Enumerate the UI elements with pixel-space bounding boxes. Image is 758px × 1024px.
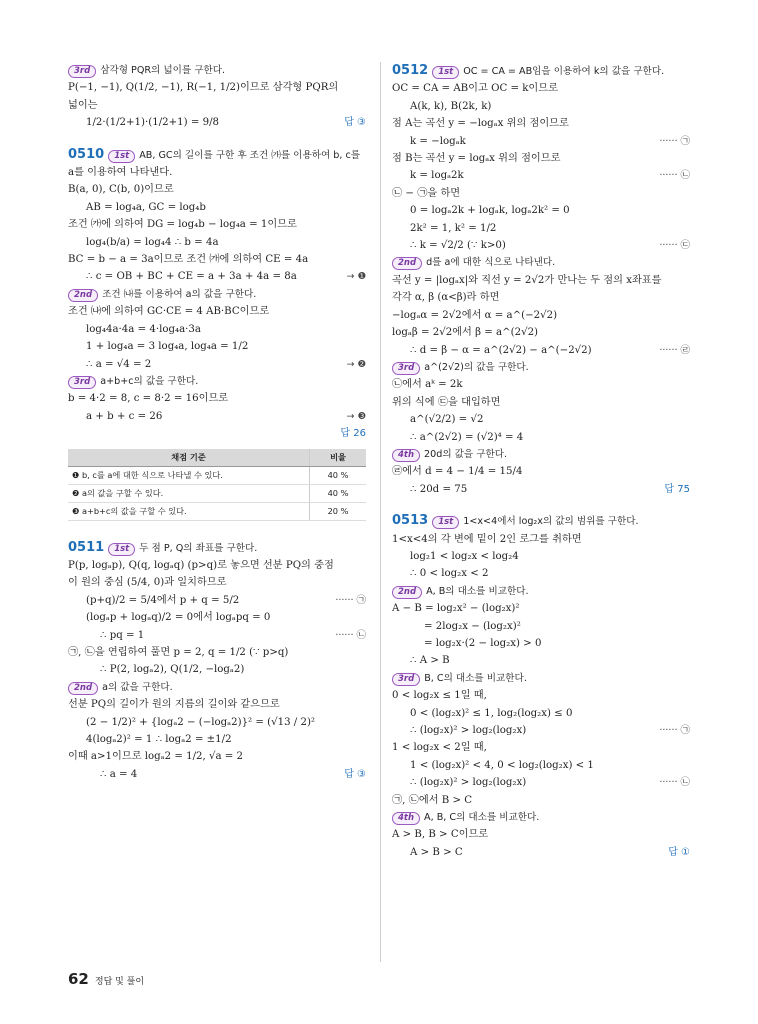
solution-text: k = −logₐk <box>410 135 466 147</box>
solution-text: ㉠, ㉡을 연립하여 풀면 p = 2, q = 1/2 (∵ p>q) <box>68 646 289 658</box>
answer-line <box>68 425 366 442</box>
step-badge: 2nd <box>392 586 422 599</box>
step-description: OC = CA = AB임을 이용하여 k의 값을 구한다. <box>463 66 665 77</box>
step-description: a^(2√2)의 값을 구한다. <box>424 361 529 373</box>
step-description: A, B, C의 대소를 비교한다. <box>424 812 540 824</box>
solution-line <box>68 408 366 425</box>
equation-marker: → ❶ <box>346 271 366 283</box>
solution-text: 1 < log₂x < 2일 때, <box>392 742 487 754</box>
solution-line <box>68 390 366 407</box>
equation-marker: ······ ㉣ <box>659 344 690 356</box>
solution-text: 조건 ㈏에 의하여 GC·CE = 4 AB·BC이므로 <box>68 306 270 318</box>
solution-line <box>68 268 366 285</box>
solution-text: log₄4a·4a = 4·log₄a·3a <box>86 323 201 335</box>
solution-line <box>392 376 690 393</box>
answer-label: 답 ① <box>668 846 690 858</box>
step-heading <box>68 146 366 164</box>
solution-text: ∴ k = √2/2 (∵ k>0) <box>410 240 506 252</box>
solution-line <box>68 303 366 320</box>
criteria-text: ❸ a+b+c의 값을 구할 수 있다. <box>68 502 310 520</box>
equation-marker: ······ ㉡ <box>659 170 690 182</box>
step-heading <box>392 809 690 826</box>
equation-marker: ······ ㉡ <box>659 777 690 789</box>
criteria-text: ❷ a의 값을 구할 수 있다. <box>68 484 310 502</box>
criteria-row <box>68 484 366 502</box>
solution-line <box>392 80 690 97</box>
solution-text: 조건 ㈎에 의하여 DG = log₄b − log₄a = 1이므로 <box>68 219 297 231</box>
right-column <box>392 62 690 861</box>
solution-text: 1 < (log₂x)² < 4, 0 < log₂(log₂x) < 1 <box>410 759 594 771</box>
column-divider <box>380 62 381 962</box>
solution-text: a + b + c = 26 <box>86 410 163 422</box>
step-description: 두 점 P, Q의 좌표를 구한다. <box>139 542 258 554</box>
solution-line <box>392 307 690 324</box>
solution-line <box>392 844 690 861</box>
solution-text: A − B = log₂x² − (log₂x)² <box>392 603 520 615</box>
step-badge: 3rd <box>392 673 420 686</box>
solution-text: A(k, k), B(2k, k) <box>410 100 492 112</box>
solution-line <box>392 167 690 184</box>
solution-text: P(−1, −1), Q(1/2, −1), R(−1, 1/2)이므로 삼각형 PQR의 <box>68 82 339 94</box>
solution-text: ∴ A > B <box>410 655 450 667</box>
step-description: a의 값을 구한다. <box>102 681 173 693</box>
equation-marker: → ❷ <box>346 358 366 370</box>
step-heading <box>68 62 366 79</box>
step-description: B, C의 대소를 비교한다. <box>424 672 527 684</box>
solution-text: log₄(b/a) = log₄4 ∴ b = 4a <box>86 236 219 248</box>
step-badge: 4th <box>392 812 420 825</box>
solution-text: AB = log₄a, GC = log₄b <box>86 201 206 213</box>
solution-text: ∴ (log₂x)² > log₂(log₂x) <box>410 725 527 737</box>
solution-line <box>392 324 690 341</box>
solution-text: ㉠, ㉡에서 B > C <box>392 794 473 806</box>
solution-text: ∴ pq = 1 <box>100 629 145 641</box>
solution-line <box>392 289 690 306</box>
step-badge: 1st <box>108 150 135 163</box>
criteria-ratio: 20 % <box>310 502 367 520</box>
solution-line <box>68 199 366 216</box>
solution-line <box>68 766 366 783</box>
step-heading <box>68 286 366 303</box>
answer-label: 답 ③ <box>344 117 366 129</box>
step-badge: 2nd <box>68 682 98 695</box>
solution-text: 점 A는 곡선 y = −logₐx 위의 점이므로 <box>392 118 569 130</box>
step-heading <box>392 62 690 80</box>
solution-line <box>392 98 690 115</box>
solution-line <box>68 748 366 765</box>
step-heading <box>68 373 366 390</box>
solution-line <box>68 592 366 609</box>
step-badge: 1st <box>432 516 459 529</box>
page-number: 62 <box>68 970 89 988</box>
step-badge: 3rd <box>68 65 96 78</box>
solution-line <box>392 220 690 237</box>
solution-line <box>392 687 690 704</box>
solution-text: 4(logₐ2)² = 1 ∴ logₐ2 = ±1/2 <box>86 734 232 745</box>
solution-line <box>392 792 690 809</box>
solution-line <box>68 696 366 713</box>
solution-text: 1/2·(1/2+1)·(1/2+1) = 9/8 <box>86 117 220 129</box>
solution-text: ∴ a = 4 <box>100 768 138 780</box>
solution-line <box>68 234 366 251</box>
solution-text: a를 이용하여 나타낸다. <box>68 167 173 179</box>
equation-marker: ······ ㉢ <box>659 240 690 252</box>
section-gap <box>68 132 366 146</box>
solution-line <box>68 557 366 574</box>
solution-line <box>68 79 366 96</box>
solution-text: ㉡ − ㉠을 하면 <box>392 187 461 199</box>
solution-text: 1 + log₄a = 3 log₄a, log₄a = 1/2 <box>86 341 249 353</box>
step-heading <box>392 359 690 376</box>
equation-marker: → ❸ <box>346 410 366 422</box>
solution-text: 이때 a>1이므로 logₐ2 = 1/2, √a = 2 <box>68 751 244 763</box>
step-badge: 2nd <box>68 289 98 302</box>
solution-line <box>392 548 690 565</box>
solution-text: BC = b − a = 3a이므로 조건 ㈎에 의하여 CE = 4a <box>68 254 309 266</box>
answer-label: 답 75 <box>664 483 690 495</box>
solution-line <box>68 114 366 131</box>
step-heading <box>392 254 690 271</box>
criteria-ratio: 40 % <box>310 484 367 502</box>
solution-line <box>68 661 366 678</box>
solution-text: A > B > C <box>410 846 463 858</box>
ratio-header: 비율 <box>310 449 367 467</box>
solution-line <box>392 600 690 617</box>
problem-number: 0511 <box>68 539 105 555</box>
solution-line <box>392 826 690 843</box>
solution-text: log₂1 < log₂x < log₂4 <box>410 550 519 562</box>
solution-text: (2 − 1/2)² + {logₐ2 − (−logₐ2)}² = (√13 / 2)² <box>86 716 316 728</box>
step-description: 1<x<4에서 log₂x의 값의 범위를 구한다. <box>463 516 639 528</box>
step-badge: 3rd <box>392 362 420 375</box>
solution-line <box>392 115 690 132</box>
solution-line <box>68 731 366 748</box>
solution-line <box>392 429 690 446</box>
solution-text: ∴ a = √4 = 2 <box>86 358 152 370</box>
solution-text: ∴ d = β − α = a^(2√2) − a^(−2√2) <box>410 344 592 356</box>
equation-marker: ······ ㉠ <box>335 594 366 606</box>
solution-line <box>68 181 366 198</box>
solution-line <box>392 531 690 548</box>
step-description: d를 a에 대한 식으로 나타낸다. <box>426 257 556 269</box>
solution-text: 점 B는 곡선 y = logₐx 위의 점이므로 <box>392 153 561 165</box>
solution-line <box>392 185 690 202</box>
solution-text: B(a, 0), C(b, 0)이므로 <box>68 184 174 196</box>
solution-line <box>392 202 690 219</box>
equation-marker: ······ ㉠ <box>659 725 690 737</box>
footer-label: 정답 및 풀이 <box>94 977 145 987</box>
equation-marker: ······ ㉠ <box>659 135 690 147</box>
solution-line <box>392 133 690 150</box>
solution-text: 각각 α, β (α<β)라 하면 <box>392 292 500 304</box>
step-badge: 1st <box>108 543 135 556</box>
solution-text: ∴ a^(2√2) = (√2)⁴ = 4 <box>410 431 524 443</box>
solution-line <box>392 237 690 254</box>
solution-text: ∴ (log₂x)² > log₂(log₂x) <box>410 777 527 789</box>
solution-text: 0 < log₂x ≤ 1일 때, <box>392 690 487 702</box>
solution-text: (logₐp + logₐq)/2 = 0에서 logₐpq = 0 <box>86 612 271 624</box>
solution-line <box>392 774 690 791</box>
solution-text: ∴ P(2, logₐ2), Q(1/2, −logₐ2) <box>100 664 245 676</box>
solution-text: 2k² = 1, k² = 1/2 <box>410 222 497 234</box>
step-heading <box>68 679 366 696</box>
solution-text: = log₂x·(2 − log₂x) > 0 <box>424 638 542 649</box>
solution-text: A > B, B > C이므로 <box>392 829 489 841</box>
solution-line <box>392 618 690 635</box>
solution-text: −logₐα = 2√2에서 α = a^(−2√2) <box>392 309 558 321</box>
solution-text: 선분 PQ의 길이가 원의 지름의 길이와 같으므로 <box>68 699 280 711</box>
solution-text: a^(√2/2) = √2 <box>410 414 484 426</box>
solution-text: ∴ c = OB + BC + CE = a + 3a + 4a = 8a <box>86 271 297 283</box>
solution-text: 0 = logₐ2k + logₐk, logₐ2k² = 0 <box>410 205 570 217</box>
solution-text: P(p, logₐp), Q(q, logₐq) (p>q)로 놓으면 선분 PQ의 중점 <box>68 559 334 571</box>
solution-text: b = 4·2 = 8, c = 8·2 = 16이므로 <box>68 393 229 405</box>
solution-line <box>68 574 366 591</box>
solution-line <box>392 565 690 582</box>
solution-text: 곡선 y = |logₐx|와 직선 y = 2√2가 만나는 두 점의 x좌표를 <box>392 274 662 286</box>
step-description: A, B의 대소를 비교한다. <box>426 585 529 597</box>
solution-line <box>68 97 366 114</box>
criteria-header-row <box>68 449 366 467</box>
solution-text: 1<x<4의 각 변에 밑이 2인 로그를 취하면 <box>392 533 582 545</box>
solution-text: ∴ 20d = 75 <box>410 483 468 495</box>
solution-line <box>68 321 366 338</box>
solution-line <box>392 705 690 722</box>
step-description: AB, GC의 길이를 구한 후 조건 ㈎를 이용하여 b, c를 <box>139 149 361 161</box>
grading-criteria-table <box>68 449 366 521</box>
solution-line <box>68 216 366 233</box>
equation-marker: ······ ㉡ <box>335 629 366 641</box>
solution-text: k = logₐ2k <box>410 170 464 182</box>
step-description: 조건 ㈏를 이용하여 a의 값을 구한다. <box>102 288 257 300</box>
section-gap <box>392 498 690 512</box>
solution-line <box>392 150 690 167</box>
step-badge: 2nd <box>392 257 422 270</box>
solution-line <box>392 722 690 739</box>
step-heading <box>392 583 690 600</box>
left-column <box>68 62 366 783</box>
solution-line <box>392 635 690 652</box>
solution-line <box>68 338 366 355</box>
solution-text: = 2log₂x − (log₂x)² <box>424 620 521 632</box>
step-heading <box>392 512 690 530</box>
problem-number: 0513 <box>392 513 429 529</box>
solution-line <box>68 714 366 731</box>
solution-line <box>68 644 366 661</box>
criteria-row <box>68 502 366 520</box>
solution-text: 넓이는 <box>68 99 98 111</box>
answer-label: 답 ③ <box>344 768 366 780</box>
solution-line <box>392 394 690 411</box>
step-description: 삼각형 PQR의 넓이를 구한다. <box>100 65 226 76</box>
solution-text: OC = CA = AB이고 OC = k이므로 <box>392 83 558 95</box>
solution-line <box>392 652 690 669</box>
solution-line <box>392 463 690 480</box>
solution-line <box>68 356 366 373</box>
step-badge: 4th <box>392 449 420 462</box>
solution-line <box>392 481 690 498</box>
solution-line <box>68 609 366 626</box>
solution-line <box>392 342 690 359</box>
solution-text: 0 < (log₂x)² ≤ 1, log₂(log₂x) ≤ 0 <box>410 707 573 719</box>
solution-line <box>392 272 690 289</box>
solution-text: 위의 식에 ㉢을 대입하면 <box>392 396 501 408</box>
step-heading <box>392 446 690 463</box>
solution-text: ㉣에서 d = 4 − 1/4 = 15/4 <box>392 466 523 478</box>
solution-text: (p+q)/2 = 5/4에서 p + q = 5/2 <box>86 594 240 606</box>
section-gap <box>68 525 366 539</box>
solution-text: logₐβ = 2√2에서 β = a^(2√2) <box>392 327 539 339</box>
answer-label: 답 26 <box>340 428 366 440</box>
page-footer <box>68 970 144 988</box>
solution-text: 이 원의 중심 (5/4, 0)과 일치하므로 <box>68 577 227 589</box>
criteria-row <box>68 466 366 484</box>
step-badge: 3rd <box>68 376 96 389</box>
solution-text: ㉡에서 aᵏ = 2k <box>392 379 463 391</box>
problem-number: 0510 <box>68 146 105 162</box>
step-heading <box>392 670 690 687</box>
solution-text: ∴ 0 < log₂x < 2 <box>410 568 489 580</box>
solution-line <box>68 627 366 644</box>
step-heading <box>68 539 366 557</box>
solution-line <box>392 739 690 756</box>
criteria-header: 채점 기준 <box>68 449 310 467</box>
solution-line <box>392 757 690 774</box>
solution-line <box>68 164 366 181</box>
step-description: a+b+c의 값을 구한다. <box>100 375 199 387</box>
criteria-text: ❶ b, c를 a에 대한 식으로 나타낼 수 있다. <box>68 466 310 484</box>
solution-line <box>68 251 366 268</box>
criteria-ratio: 40 % <box>310 466 367 484</box>
step-description: 20d의 값을 구한다. <box>424 448 508 460</box>
step-badge: 1st <box>432 66 459 79</box>
solution-line <box>392 411 690 428</box>
problem-number: 0512 <box>392 63 429 78</box>
